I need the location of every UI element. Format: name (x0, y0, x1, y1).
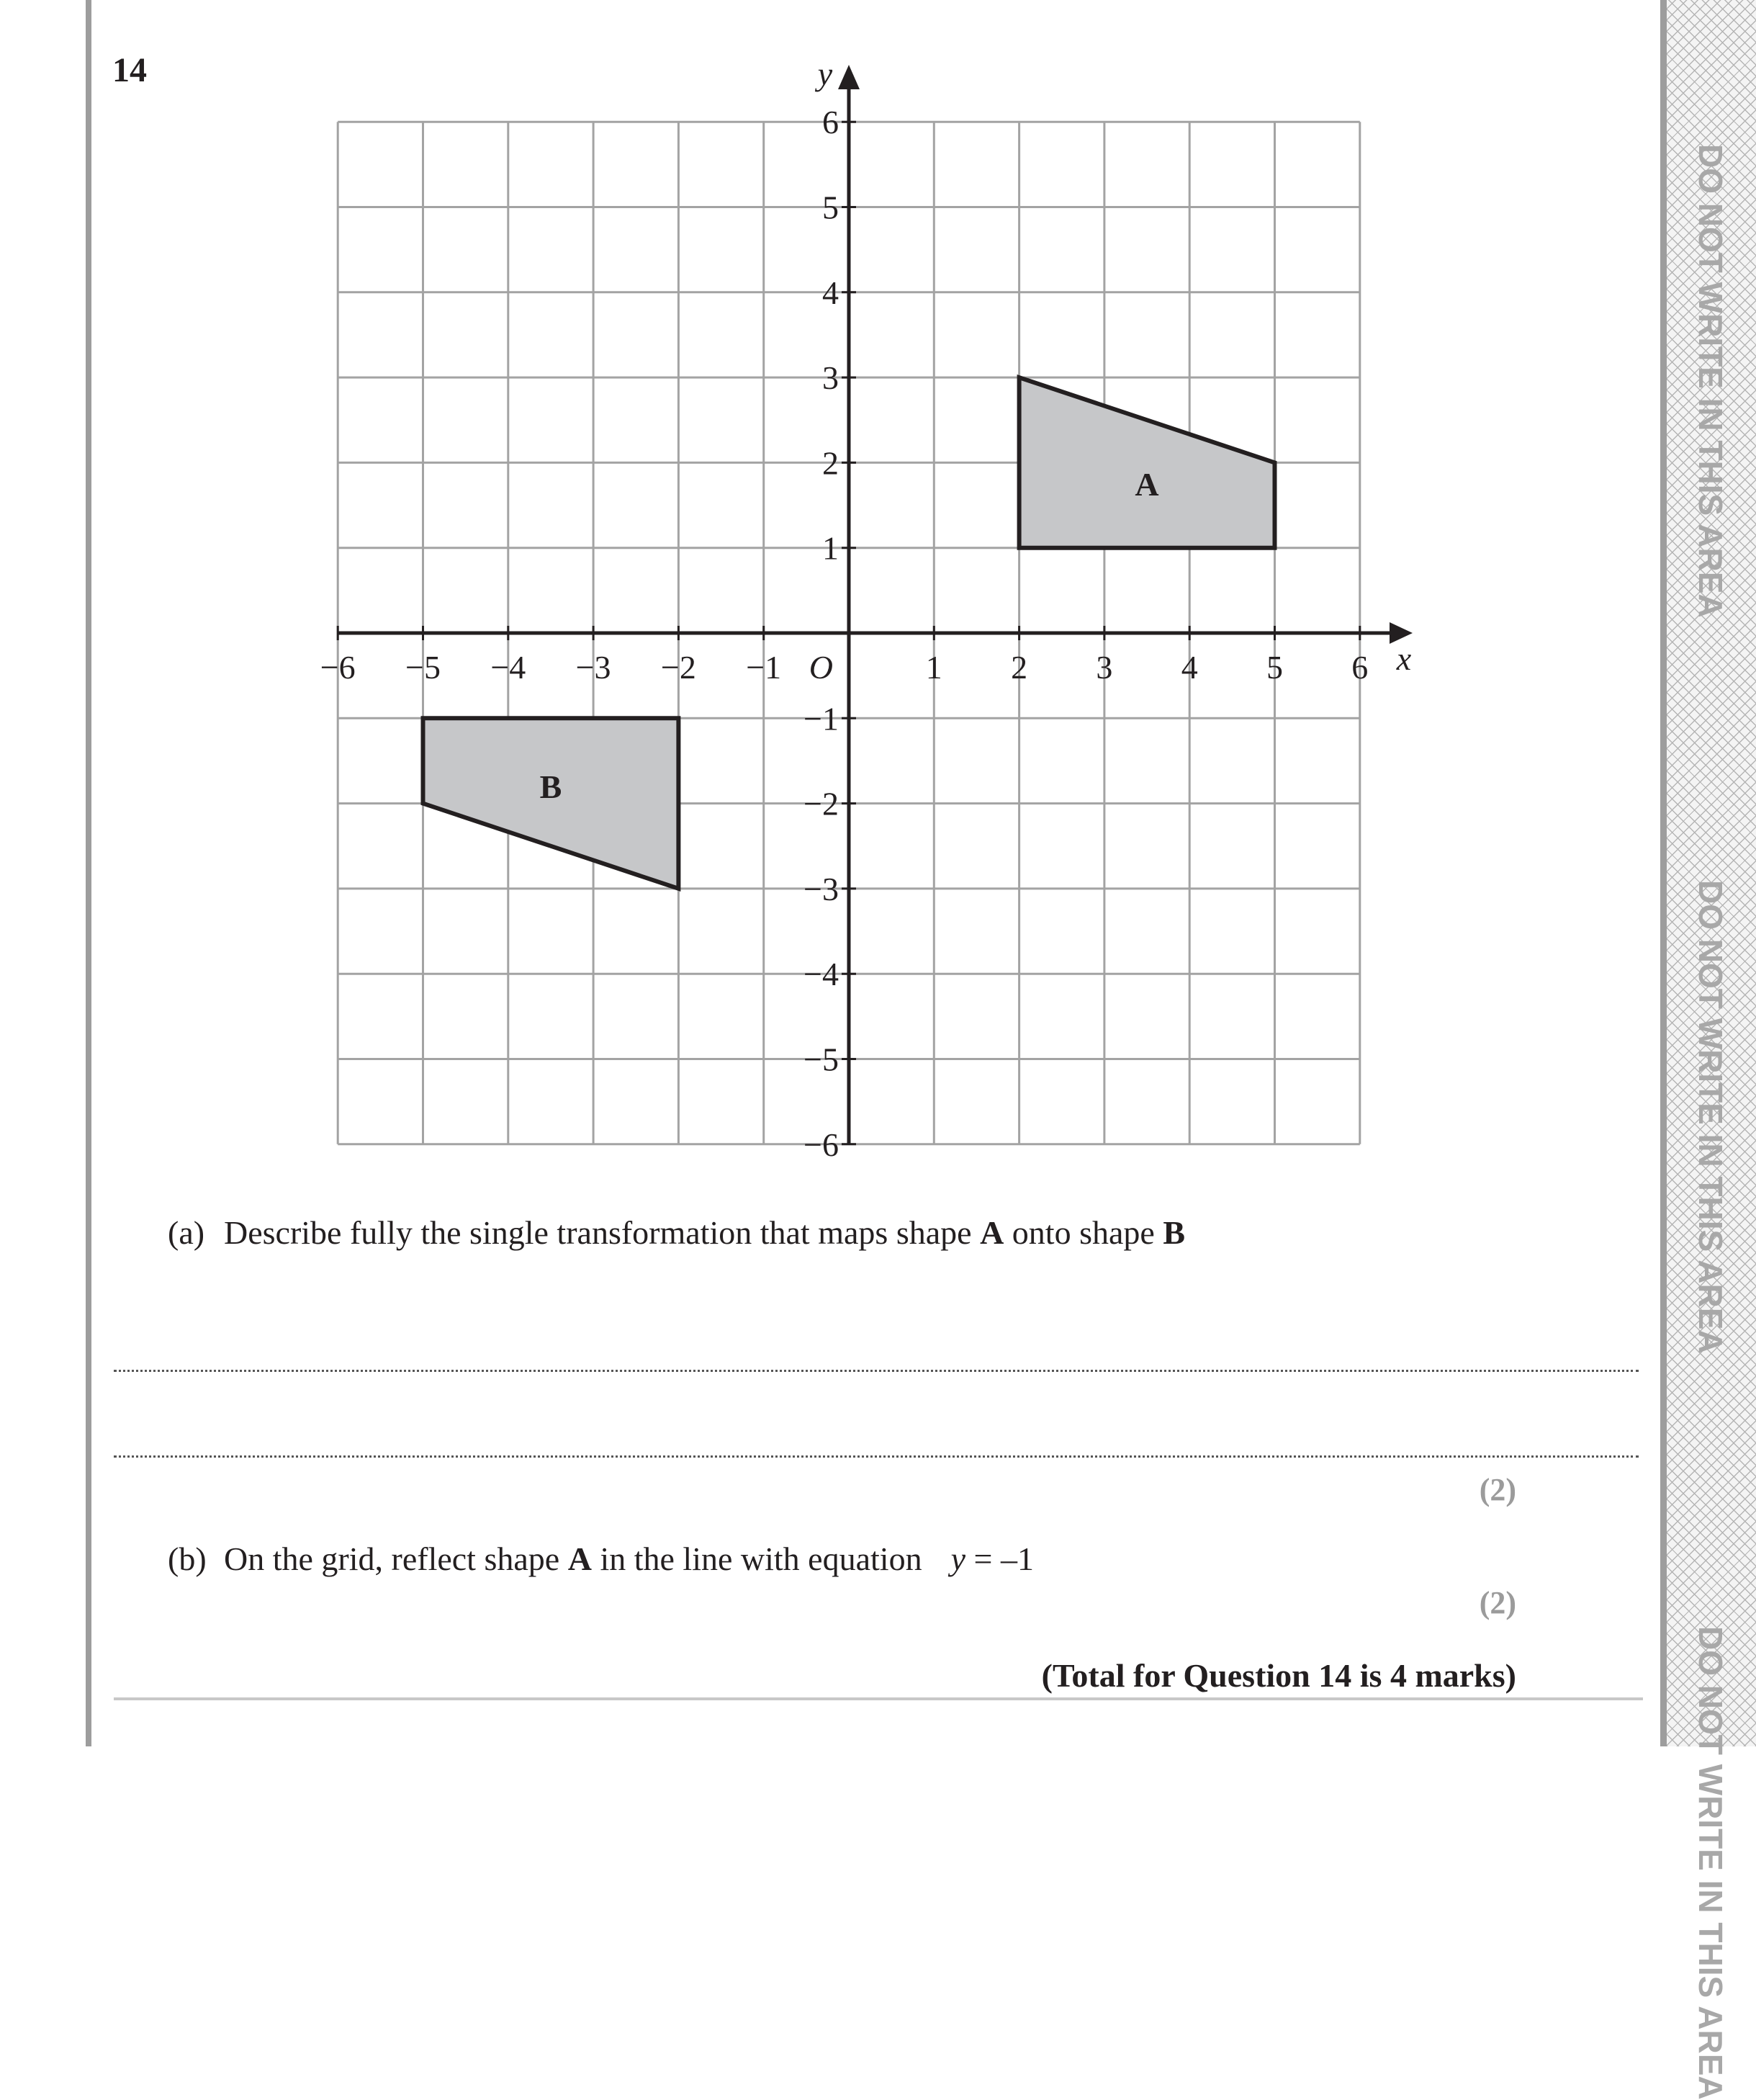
y-tick-label: −4 (803, 956, 839, 993)
y-axis-arrow (838, 65, 860, 89)
x-tick-label: −4 (490, 649, 526, 686)
origin-label: O (809, 649, 833, 686)
part-b-text-1: On the grid, reflect shape (224, 1540, 568, 1577)
part-a-shape-1: A (980, 1214, 1004, 1251)
margin-notice-1: DO NOT WRITE IN THIS AREA (1692, 144, 1729, 618)
part-a-text-2: onto shape (1004, 1214, 1163, 1251)
part-a-shape-2: B (1163, 1214, 1185, 1251)
answer-line-1[interactable] (114, 1370, 1639, 1372)
x-tick-label: −2 (660, 649, 696, 686)
x-tick-label: 4 (1181, 649, 1198, 686)
x-tick-label: 2 (1011, 649, 1028, 686)
y-tick-label: 2 (822, 444, 839, 482)
x-tick-label: 6 (1351, 649, 1369, 686)
part-a-text-1: Describe fully the single transformation that maps shape (224, 1214, 981, 1251)
tick-labels (320, 55, 1412, 1163)
part-b-text-2: in the line with equation (591, 1540, 922, 1577)
part-b-label: (b) (168, 1540, 207, 1577)
x-tick-label: −5 (405, 649, 441, 686)
y-tick-label: 3 (822, 359, 839, 397)
x-tick-label: −1 (746, 649, 782, 686)
x-tick-label: −6 (320, 649, 356, 686)
part-b-equation-var: y (950, 1540, 965, 1577)
y-tick-label: 6 (822, 104, 839, 141)
x-tick-label: −3 (575, 649, 611, 686)
part-b-shape: A (567, 1540, 592, 1577)
shape-label-b: B (539, 768, 562, 805)
x-axis-label: x (1396, 640, 1412, 677)
shape-label-a: A (1135, 465, 1159, 503)
y-tick-label: 5 (822, 189, 839, 226)
answer-line-2[interactable] (114, 1455, 1639, 1458)
shape-a (1019, 377, 1275, 548)
part-a-label: (a) (168, 1214, 205, 1251)
question-total: (Total for Question 14 is 4 marks) (1041, 1657, 1516, 1694)
y-axis-label: y (817, 55, 833, 92)
y-tick-label: −3 (803, 870, 839, 907)
x-tick-label: 5 (1266, 649, 1283, 686)
y-tick-label: −6 (803, 1126, 839, 1163)
margin-notice-2: DO NOT WRITE IN THIS AREA (1692, 880, 1729, 1354)
part-a-prompt (168, 1213, 1185, 1252)
x-tick-label: 1 (925, 649, 942, 686)
margin-notice-3: DO NOT WRITE IN THIS AREA (1692, 1626, 1729, 2100)
part-b-equation-rest: = –1 (965, 1540, 1034, 1577)
question-number: 14 (112, 51, 147, 89)
y-tick-label: −1 (803, 700, 839, 737)
part-a-marks: (2) (1479, 1472, 1516, 1507)
part-b-prompt (168, 1540, 1034, 1578)
axes (338, 65, 1413, 1144)
bottom-rule (114, 1697, 1643, 1700)
y-tick-label: −2 (803, 785, 839, 822)
part-b-marks: (2) (1479, 1585, 1516, 1620)
x-tick-label: 3 (1096, 649, 1113, 686)
y-tick-label: 1 (822, 529, 839, 567)
y-tick-label: 4 (822, 274, 839, 311)
y-tick-label: −5 (803, 1041, 839, 1078)
